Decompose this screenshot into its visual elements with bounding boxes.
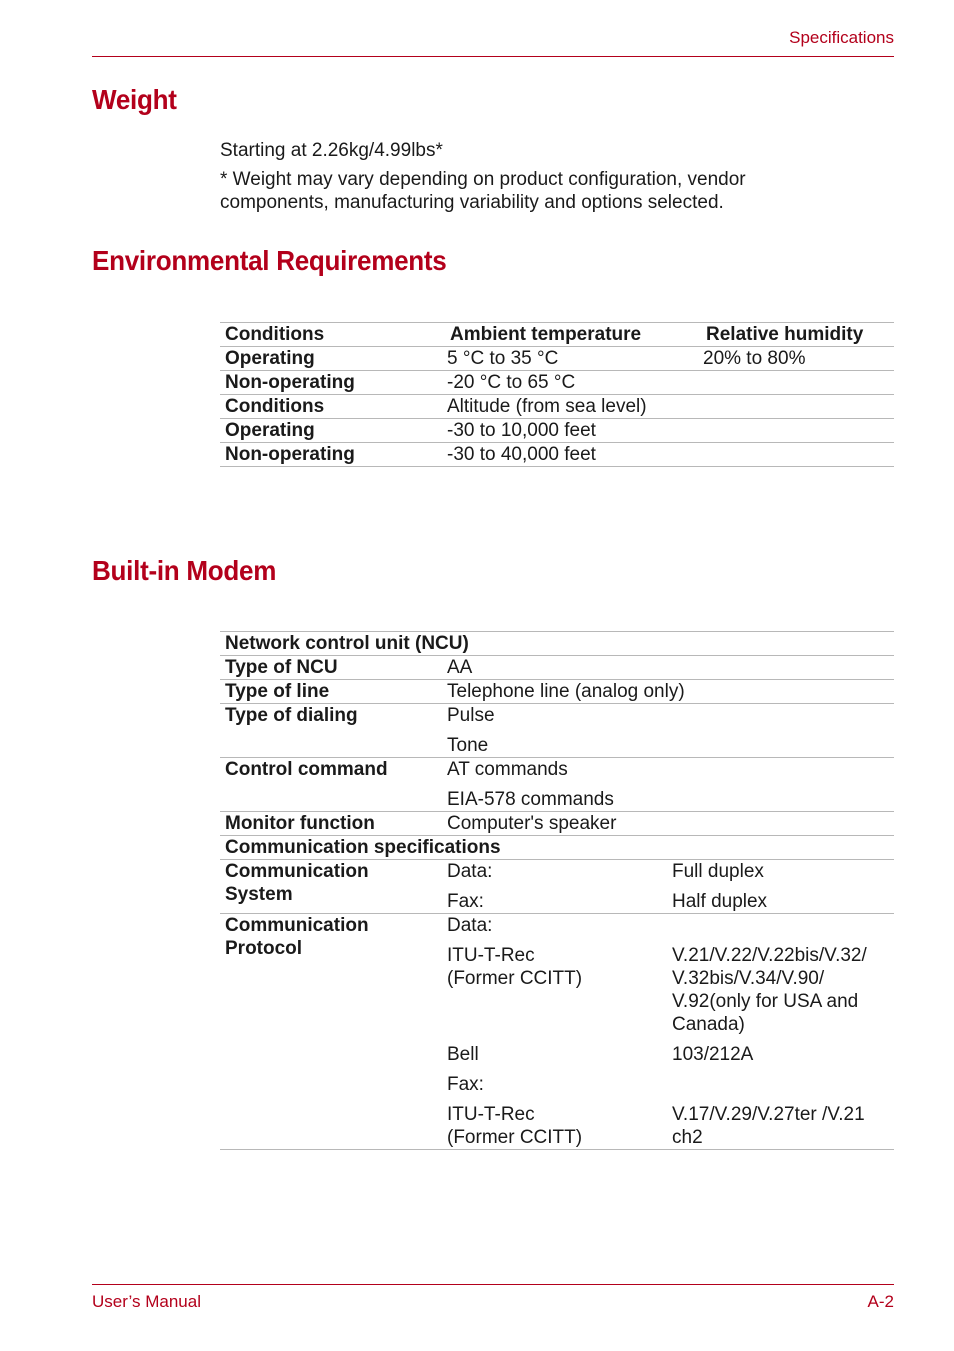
table-cell: Altitude (from sea level) bbox=[447, 396, 647, 417]
weight-value: Starting at 2.26kg/4.99lbs* bbox=[220, 140, 443, 161]
ncu-header: Network control unit (NCU) bbox=[225, 633, 469, 654]
table-cell bbox=[442, 860, 667, 914]
comm-protocol-label-2: Protocol bbox=[225, 938, 303, 959]
table-row bbox=[220, 758, 894, 812]
table-header-row bbox=[220, 323, 894, 347]
environmental-heading: Environmental Requirements bbox=[92, 245, 447, 276]
fax-label: Fax: bbox=[447, 1074, 484, 1095]
data-label: Data: bbox=[447, 861, 493, 882]
table-cell: -30 to 40,000 feet bbox=[447, 444, 596, 465]
data-value: Full duplex bbox=[672, 861, 764, 882]
itu-label-2: (Former CCITT) bbox=[447, 1127, 583, 1148]
table-row bbox=[220, 656, 894, 680]
data-label: Data: bbox=[447, 915, 493, 936]
table-cell: Monitor function bbox=[225, 813, 375, 834]
table-cell bbox=[667, 914, 894, 1150]
header-cell: Relative humidity bbox=[706, 324, 864, 345]
table-row bbox=[220, 914, 894, 1150]
modem-heading: Built-in Modem bbox=[92, 555, 277, 586]
itu-protocols-line: V.92(only for USA and bbox=[672, 991, 859, 1012]
fax-value: Half duplex bbox=[672, 891, 768, 912]
environmental-table bbox=[220, 322, 894, 467]
table-cell: Control command bbox=[225, 759, 388, 780]
bell-value: 103/212A bbox=[672, 1044, 754, 1065]
footer-page-number: A-2 bbox=[867, 1292, 894, 1311]
table-cell bbox=[442, 758, 894, 812]
table-cell bbox=[667, 860, 894, 914]
comm-system-label-1: Communication bbox=[225, 861, 369, 882]
table-cell: Conditions bbox=[225, 396, 325, 417]
table-cell: Type of dialing bbox=[225, 705, 358, 726]
header-cell: Conditions bbox=[225, 324, 325, 345]
table-cell: Operating bbox=[225, 348, 315, 369]
table-cell bbox=[698, 419, 894, 443]
fax-protocols-line: V.17/V.29/V.27ter /V.21 bbox=[672, 1104, 865, 1125]
table-row bbox=[220, 680, 894, 704]
table-row bbox=[220, 632, 894, 656]
comm-protocol-label-1: Communication bbox=[225, 915, 369, 936]
table-row bbox=[220, 443, 894, 467]
table-cell: 5 °C to 35 °C bbox=[447, 348, 559, 369]
comm-system-label-2: System bbox=[225, 884, 293, 905]
running-header: Specifications bbox=[789, 28, 894, 47]
itu-label: ITU-T-Rec bbox=[447, 945, 535, 966]
command-eia: EIA-578 commands bbox=[447, 789, 614, 810]
table-row bbox=[220, 860, 894, 914]
table-cell: Non-operating bbox=[225, 372, 355, 393]
footer-manual-title: User’s Manual bbox=[92, 1292, 201, 1311]
table-row bbox=[220, 704, 894, 758]
table-cell: Type of NCU bbox=[225, 657, 338, 678]
table-cell: -30 to 10,000 feet bbox=[447, 420, 596, 441]
weight-note bbox=[220, 168, 746, 214]
table-cell bbox=[698, 395, 894, 419]
comm-spec-header: Communication specifications bbox=[225, 837, 501, 858]
modem-table bbox=[220, 631, 894, 1150]
weight-heading: Weight bbox=[92, 84, 177, 115]
dialing-tone: Tone bbox=[447, 735, 489, 756]
weight-note-line1: * Weight may vary depending on product configuration, vendor bbox=[220, 169, 746, 190]
dialing-pulse: Pulse bbox=[447, 705, 495, 726]
fax-protocols-line: ch2 bbox=[672, 1127, 703, 1148]
table-cell: Telephone line (analog only) bbox=[447, 681, 685, 702]
table-cell: 20% to 80% bbox=[703, 348, 806, 369]
itu-label: ITU-T-Rec bbox=[447, 1104, 535, 1125]
header-cell: Ambient temperature bbox=[450, 324, 642, 345]
fax-label: Fax: bbox=[447, 891, 484, 912]
table-row bbox=[220, 395, 894, 419]
table-cell bbox=[698, 443, 894, 467]
table-cell: -20 °C to 65 °C bbox=[447, 372, 576, 393]
header-rule bbox=[92, 56, 894, 57]
table-cell bbox=[698, 371, 894, 395]
table-cell bbox=[442, 704, 894, 758]
table-row bbox=[220, 371, 894, 395]
table-cell: Operating bbox=[225, 420, 315, 441]
itu-protocols-line: Canada) bbox=[672, 1014, 745, 1035]
command-at: AT commands bbox=[447, 759, 568, 780]
table-cell: Type of line bbox=[225, 681, 330, 702]
table-row bbox=[220, 812, 894, 836]
table-cell: Computer's speaker bbox=[447, 813, 617, 834]
footer-rule bbox=[92, 1284, 894, 1285]
bell-label: Bell bbox=[447, 1044, 479, 1065]
weight-note-line2: components, manufacturing variability and options selected. bbox=[220, 192, 724, 213]
itu-label-2: (Former CCITT) bbox=[447, 968, 583, 989]
table-cell bbox=[442, 914, 667, 1150]
table-cell bbox=[220, 914, 442, 1150]
table-row bbox=[220, 419, 894, 443]
table-cell bbox=[220, 860, 442, 914]
table-row bbox=[220, 836, 894, 860]
table-cell: AA bbox=[447, 657, 473, 678]
table-row bbox=[220, 347, 894, 371]
itu-protocols-line: V.21/V.22/V.22bis/V.32/ bbox=[672, 945, 867, 966]
itu-protocols-line: V.32bis/V.34/V.90/ bbox=[672, 968, 825, 989]
table-cell: Non-operating bbox=[225, 444, 355, 465]
